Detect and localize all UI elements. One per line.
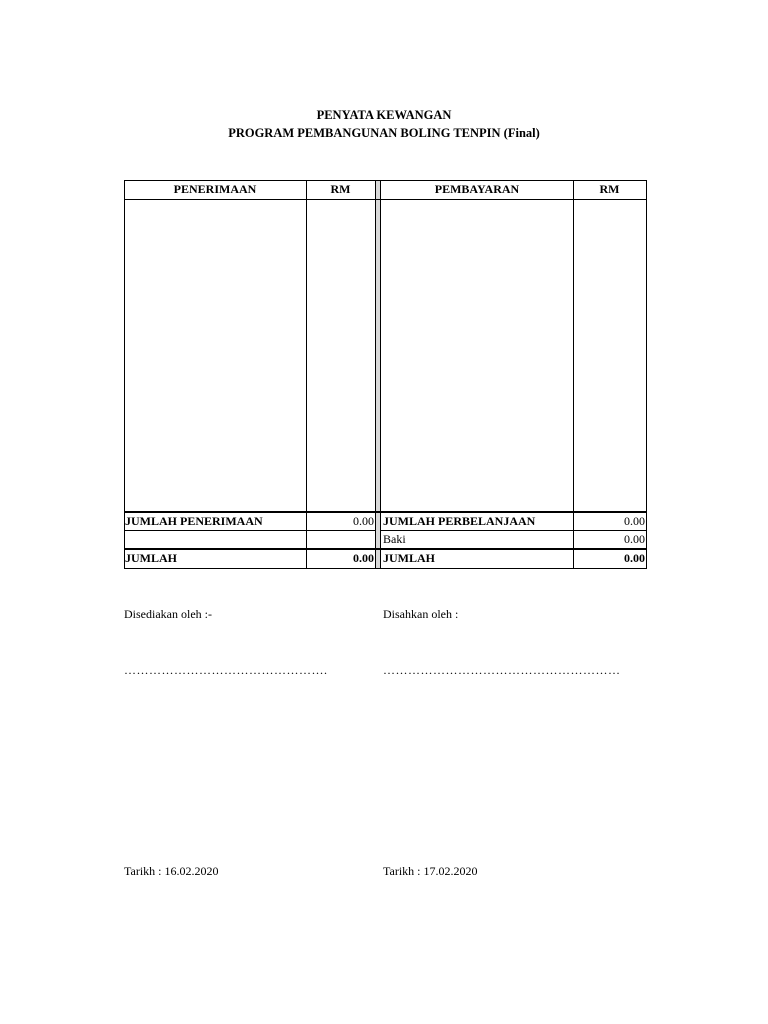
balance-value: 0.00 [624, 532, 645, 546]
header-receipts: PENERIMAAN [173, 182, 257, 196]
balance-label: Baki [383, 532, 406, 546]
prepared-signature-line: …………………………………………. [124, 663, 328, 677]
document-subtitle: PROGRAM PEMBANGUNAN BOLING TENPIN (Final) [228, 126, 540, 140]
table-border-bottom [124, 568, 647, 569]
approved-by-label: Disahkan oleh : [383, 607, 459, 621]
sum-right-value: 0.00 [624, 551, 645, 565]
financial-statement-table [124, 180, 647, 569]
prepared-date: Tarikh : 16.02.2020 [124, 864, 219, 878]
header-payments-rm: RM [599, 182, 620, 196]
prepared-by-label: Disediakan oleh :- [124, 607, 212, 621]
sum-left-label: JUMLAH [125, 551, 177, 565]
total-expenditure-label: JUMLAH PERBELANJAAN [383, 514, 536, 528]
total-receipts-label: JUMLAH PENERIMAAN [125, 514, 263, 528]
sum-left-value: 0.00 [353, 551, 374, 565]
sum-right-label: JUMLAH [383, 551, 435, 565]
header-rule [124, 199, 647, 200]
approved-signature-line: ………………………………………………… [383, 663, 621, 677]
header-payments: PEMBAYARAN [434, 182, 520, 196]
header-receipts-rm: RM [330, 182, 351, 196]
approved-date: Tarikh : 17.02.2020 [383, 864, 478, 878]
document-title: PENYATA KEWANGAN [316, 108, 452, 122]
row-rule-left [124, 530, 376, 531]
total-expenditure-value: 0.00 [624, 514, 645, 528]
total-receipts-value: 0.00 [353, 514, 374, 528]
